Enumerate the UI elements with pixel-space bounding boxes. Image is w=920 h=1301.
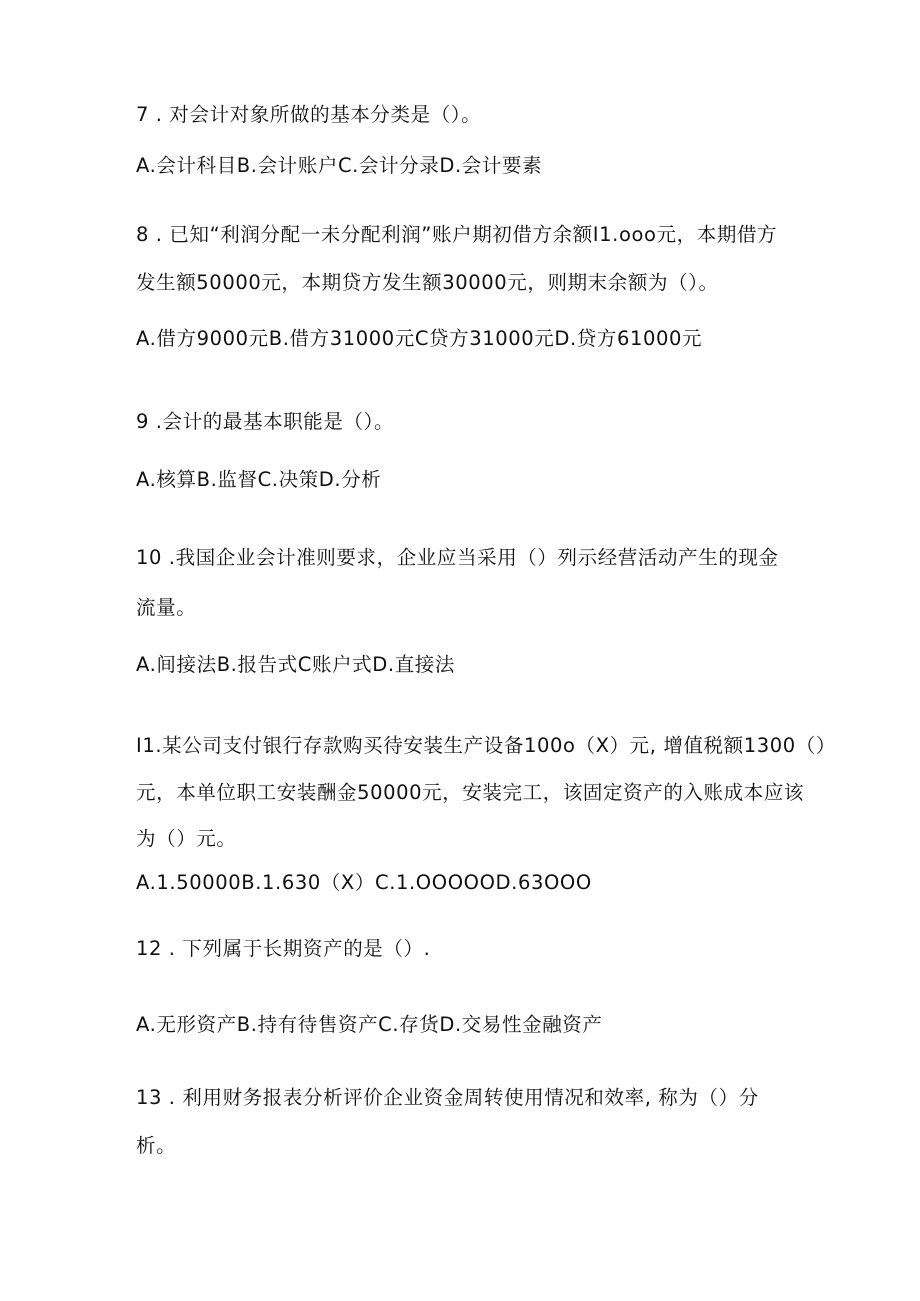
question-8-stem-line-2: 发生额50000元，本期贷方发生额30000元，则期末余额为（）。 [136, 271, 719, 294]
question-7-options: A.会计科目B.会计账户C.会计分录D.会计要素 [136, 154, 543, 177]
question-10-stem-line-2: 流量。 [136, 596, 197, 619]
question-8-stem-line-1: 8 . 已知“利润分配一未分配利润”账户期初借方余额I1.ooo元，本期借方 [136, 223, 778, 246]
question-11-stem-line-1: I1.某公司支付银行存款购买待安装生产设备100o（X）元, 增值税额1300（） [136, 734, 836, 757]
question-12-options: A.无形资产B.持有待售资产C.存货D.交易性金融资产 [136, 1013, 603, 1036]
question-13-stem-line-1: 13 . 利用财务报表分析评价企业资金周转使用情况和效率, 称为（）分 [136, 1086, 759, 1109]
question-8-options: A.借方9000元B.借方31000元C贷方31000元D.贷方61000元 [136, 327, 703, 350]
question-10-stem-line-1: 10 .我国企业会计准则要求，企业应当采用（）列示经营活动产生的现金 [136, 546, 779, 569]
question-7-stem: 7 . 对会计对象所做的基本分类是（）。 [136, 103, 482, 126]
question-12-stem: 12 . 下列属于长期资产的是（）. [136, 937, 431, 960]
question-11-stem-line-3: 为（）元。 [136, 827, 237, 850]
question-11-stem-line-2: 元，本单位职工安装酬金50000元，安装完工，该固定资产的入账成本应该 [136, 781, 805, 804]
question-10-options: A.间接法B.报告式C账户式D.直接法 [136, 653, 456, 676]
question-13-stem-line-2: 析。 [136, 1134, 177, 1157]
question-9-options: A.核算B.监督C.决策D.分析 [136, 468, 382, 491]
question-9-stem: 9 .会计的最基本职能是（）。 [136, 410, 395, 433]
question-11-options: A.1.50000B.1.630（X）C.1.OOOOOD.63OOO [136, 871, 592, 894]
